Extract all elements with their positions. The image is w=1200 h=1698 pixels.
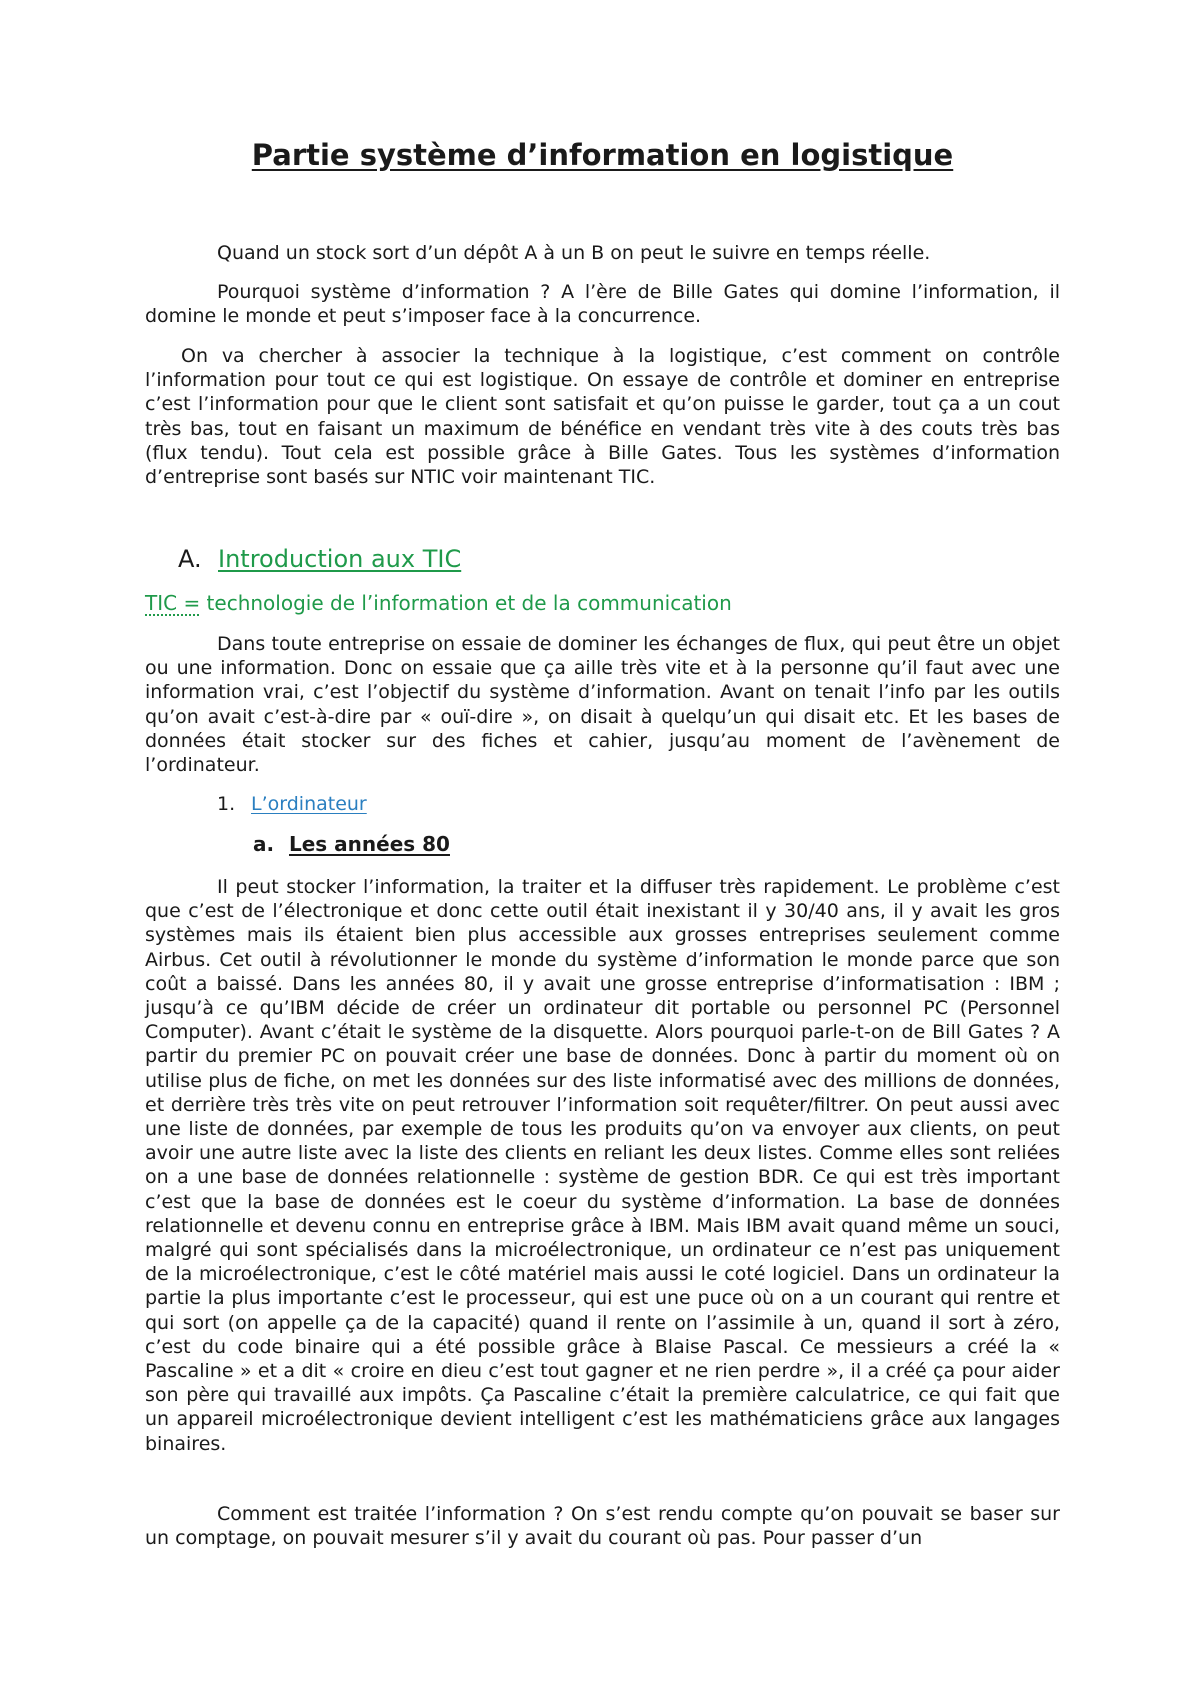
list-item-title: L’ordinateur (251, 793, 367, 815)
intro-paragraph-2: Pourquoi système d’information ? A l’ère de Bille Gates qui domine l’information, il domine le monde et peut s’imposer face à la concurrence. (145, 281, 1060, 328)
tic-definition (145, 591, 732, 615)
document-title: Partie système d’information en logistique (251, 138, 954, 172)
section-a-title: Introduction aux TIC (218, 545, 462, 573)
list-item-number: 1. (217, 793, 236, 815)
intro-paragraph-3: On va chercher à associer la technique à la logistique, c’est comment on contrôle l’information pour tout ce qui est logistique. On essaye de contrôle et dominer en entreprise c’est l’information pour que le client sont satisfait et qu’on puisse le garder, tout ça a un cout très bas, tout en faisant un maximum de bénéfice en vendant très vite à des couts très bas (flux tendu). Tout cela est possible grâce à Bille Gates. Tous les systèmes d’information d’entreprise sont basés sur NTIC voir maintenant TIC. (145, 345, 1060, 489)
sublist-item-title: Les années 80 (289, 832, 450, 856)
sublist-item-annees-80 (253, 832, 450, 856)
body-paragraph-2: Comment est traitée l’information ? On s’est rendu compte qu’on pouvait se baser sur un comptage, on pouvait mesurer s’il y avait du courant où pas. Pour passer d’un (145, 1503, 1060, 1550)
section-a-heading (178, 544, 461, 574)
section-a-paragraph: Dans toute entreprise on essaie de dominer les échanges de flux, qui peut être un objet ou une information. Donc on essaie que ça aille très vite et à la personne qu’il faut avec une information vrai, c’est l’objectif du système d’information. Avant on tenait l’info par les outils qu’on avait c’est-à-dire par « ouï-dire », on disait à quelqu’un qui disait etc. Et les bases de données était stocker sur des fiches et cahier, jusqu’au moment de l’avènement de l’ordinateur. (145, 633, 1060, 777)
section-a-letter: A. (178, 545, 202, 573)
list-item-ordinateur (217, 792, 367, 816)
sublist-item-letter: a. (253, 832, 275, 856)
intro-paragraph-1: Quand un stock sort d’un dépôt A à un B on peut le suivre en temps réelle. (217, 242, 931, 264)
tic-definition-text: technologie de l’information et de la communication (200, 591, 732, 615)
tic-abbreviation: TIC = (145, 591, 201, 615)
body-paragraph-1: Il peut stocker l’information, la traiter et la diffuser très rapidement. Le problème c’est que c’est de l’électronique et donc cette outil était inexistant il y 30/40 ans, il y avait les gros systèmes mais ils étaient bien plus accessible aux grosses entreprises seulement comme Airbus. Cet outil à révolutionner le monde du système d’information le monde parce que son coût a baissé. Dans les années 80, il y avait une grosse entreprise d’informatisation : IBM ; jusqu’à ce qu’IBM décide de créer un ordinateur dit portable ou personnel PC (Personnel Computer). Avant c’était le système de la disquette. Alors pourquoi parle-t-on de Bill Gates ? A partir du premier PC on pouvait créer une base de données. Donc à partir du moment où on utilise plus de fiche, on met les données sur des liste informatisé avec des millions de données, et derrière très très vite on peut retrouver l’information soit requêter/filtrer. On peut aussi avec une liste de données, par exemple de tous les produits qu’on va envoyer aux clients, on peut avoir une autre liste avec la liste des clients en reliant les deux listes. Comme elles sont reliées on a une base de données relationnelle : système de gestion BDR. Ce qui est très important c’est que la base de données est le coeur du système d’information. La base de données relationnelle et devenu connu en entreprise grâce à IBM. Mais IBM avait quand même un souci, malgré qui sont spécialisés dans la microélectronique, un ordinateur ce n’est pas uniquement de la microélectronique, c’est le côté matériel mais aussi le coté logiciel. Dans un ordinateur la partie la plus importante c’est le processeur, qui est une puce où on a un courant qui rentre et qui sort (on appelle ça de la capacité) quand il rente on l’assimile à un, quand il sort à zéro, c’est du code binaire qui a été possible grâce à Blaise Pascal. Ce messieurs a créé la « Pascaline » et a dit « croire en dieu c’est tout gagner et ne rien perdre », il a créé ça pour aider son père qui travaillé aux impôts. Ça Pascaline c’était la première calculatrice, ce qui fait que un appareil microélectronique devient intelligent c’est les mathématiciens grâce aux langages binaires. (145, 876, 1060, 1455)
